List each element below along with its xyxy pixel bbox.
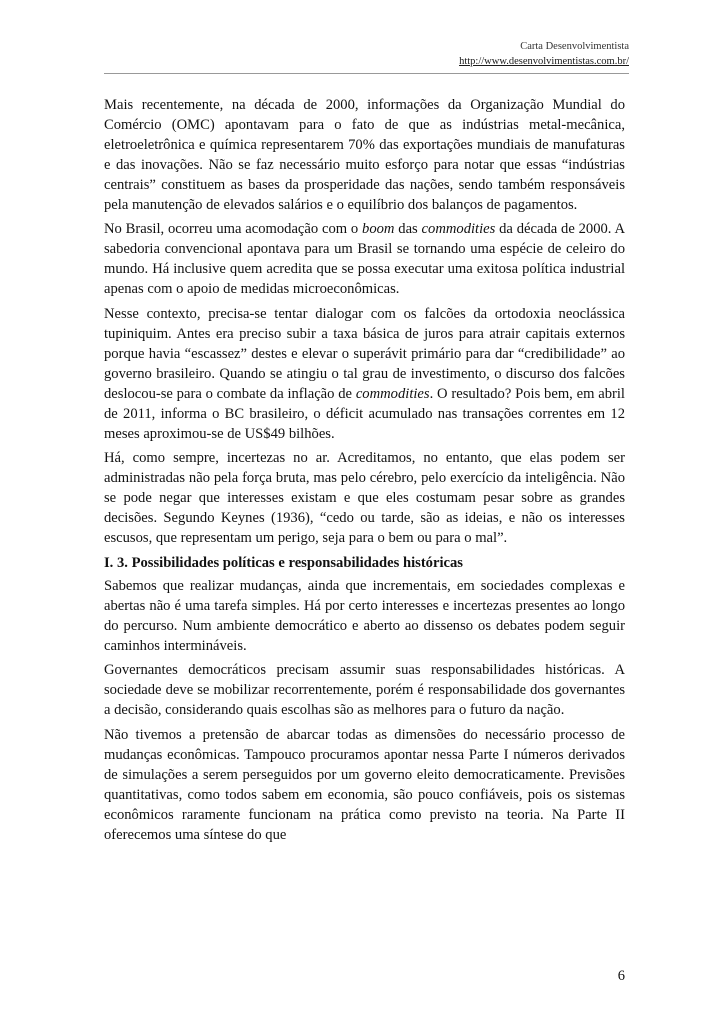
emphasis-commodities: commodities [355,385,430,402]
section-heading: I. 3. Possibilidades políticas e responsabilidades históricas [104,554,463,571]
paragraph-text: . O resultado? Pois bem, em abril de 2011, informa o BC brasileiro, o déficit acumulado nas transações correntes em 12 meses aproximou-se de US$49 bilhões. [104,385,625,442]
paragraph-governantes: Governantes democráticos precisam assumir suas responsabilidades históricas. A sociedade deve se mobilizar recorrentemente, porém é responsabilidade dos governantes a decisão, considerando quais escolhas são as melhores para o futuro da nação. [104,662,625,719]
paragraph-text: Nesse contexto, precisa-se tentar dialogar com os falcões da ortodoxia neoclássica tupiniquim. Antes era preciso subir a taxa básica de juros para atrair capitais externos porque havia “escassez” destes e elevar o superávit primário para dar “credibilidade” ao governo brasileiro. Quando se atingiu o tal grau de investimento, o discurso dos falcões deslocou-se para o combate da inflação de [104,306,625,402]
header-url-link[interactable]: http://www.desenvolvimentistas.com.br/ [459,56,629,67]
header-divider [104,73,629,74]
page-number: 6 [617,968,625,984]
paragraph-falcoes [104,305,625,444]
paragraph-text: das [394,221,422,238]
emphasis-boom: boom [362,221,395,238]
emphasis-commodities: commodities [421,221,496,238]
paragraph-brasil-commodities [104,220,625,300]
page-header [459,39,629,69]
paragraph-omc: Mais recentemente, na década de 2000, informações da Organização Mundial do Comércio (OMC) apontavam para o fato de que as indústrias metal-mecânica, eletroeletrônica e química representarem 70% das exportações mundiais de manufaturas e das inovações. Não se faz necessário muito esforço para notar que essas “indústrias centrais” constituem as bases da prosperidade das nações, sendo também responsáveis pela manutenção de elevados salários e o equilíbrio dos balanços de pagamentos. [104,97,625,213]
paragraph-pretensao: Não tivemos a pretensão de abarcar todas as dimensões do necessário processo de mudanças econômicas. Tampouco procuramos apontar nessa Parte I números derivados de simulações a serem perseguidos por um governo eleito democraticamente. Previsões quantitativas, como todos sabem em economia, são pouco confiáveis, pois os sistemas econômicos raramente funcionam na prática como previsto na teoria. Na Parte II oferecemos uma síntese do que [104,727,625,843]
paragraph-mudancas: Sabemos que realizar mudanças, ainda que incrementais, em sociedades complexas e abertas não é uma tarefa simples. Há por certo interesses e incertezas presentes ao longo do percurso. Num ambiente democrático e aberto ao dissenso os debates podem seguir caminhos intermináveis. [104,577,625,654]
paragraph-incertezas: Há, como sempre, incertezas no ar. Acreditamos, no entanto, que elas podem ser administradas não pela força bruta, mas pelo cérebro, pelo exercício da inteligência. Não se pode negar que interesses existam e que eles costumam pesar sobre as grandes decisões. Segundo Keynes (1936), “cedo ou tarde, são as ideias, e não os interesses escusos, que representam um perigo, seja para o bem ou para o mal”. [104,450,625,547]
paragraph-text: da década de 2000. A sabedoria convencional apontava para um Brasil se tornando uma espécie de celeiro do mundo. Há inclusive quem acredita que se possa executar uma exitosa política industrial apenas com o apoio de medidas microeconômicas. [104,221,625,298]
header-title: Carta Desenvolvimentista [520,41,629,52]
paragraph-text: No Brasil, ocorreu uma acomodação com o [104,221,363,238]
document-body [104,96,625,851]
